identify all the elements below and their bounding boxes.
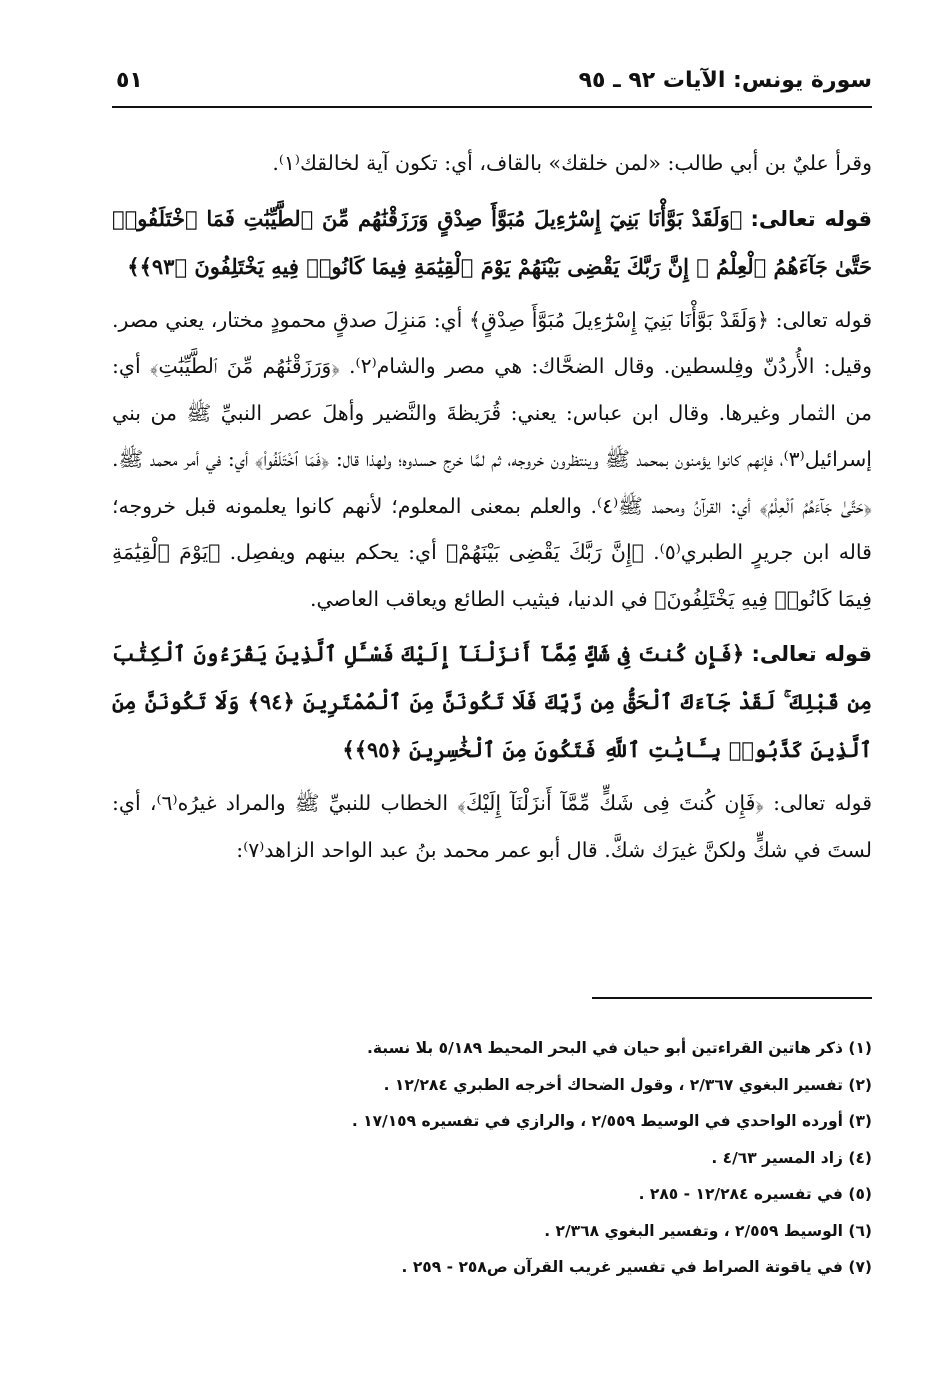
page-number: ٥١ <box>116 68 143 93</box>
verse-text: ﴿فَإِن كُنتَ فِى شَكٍّ مِّمَّآ أَنزَلْنَآ إِلَيْكَ فَسْـَٔلِ ٱلَّذِينَ يَقْرَءُونَ ٱلْكِتَٰبَ مِن قَبْلِكَ ۚ لَقَدْ جَآءَكَ ٱلْحَقُّ مِن رَّبِّكَ فَلَا تَكُونَنَّ مِنَ ٱلْمُمْتَرِينَ ﴿٩٤﴾ وَلَا تَكُونَنَّ مِنَ ٱلَّذِينَ كَذَّبُوا۟ بِـَٔايَٰتِ ٱللَّهِ فَتَكُونَ مِنَ ٱلْخَٰسِرِينَ ﴿٩٥﴾﴾ <box>112 641 873 762</box>
running-header <box>112 60 872 108</box>
footnote-separator <box>592 997 872 999</box>
footnote: (٤) زاد المسير ٤/٦٣ . <box>711 1148 872 1167</box>
verse-text: ﴿وَلَقَدْ بَوَّأْنَا بَنِيٓ إِسْرَٰٓءِيلَ مُبَوَّأَ صِدْقٍ وَرَزَقْنَٰهُم مِّنَ ٱلطَّيِّبَٰتِ فَمَا ٱخْتَلَفُوا۟ حَتَّىٰ جَآءَهُمُ ٱلْعِلْمُ ۚ إِنَّ رَبَّكَ يَقْضِى بَيْنَهُمْ يَوْمَ ٱلْقِيَٰمَةِ فِيمَا كَانُوا۟ فِيهِ يَخْتَلِفُونَ ﴿٩٣﴾﴾ <box>112 205 872 279</box>
footnote: (٢) تفسير البغوي ٢/٣٦٧ ، وقول الضحاك أخرجه الطبري ١٢/٢٨٤ . <box>383 1075 872 1094</box>
paragraph-commentary-94: قوله تعالى: ﴿فَإِن كُنتَ فِى شَكٍّ مِّمَّآ أَنزَلْنَآ إِلَيْكَ﴾ الخطاب للنبيِّ ﷺ والمراد غيرُه⁽٦⁾، أي: لستَ في شكٍّ ولكنَّ غيرَك شكَّ. قال أبو عمر محمد بنُ عبد الواحد الزاهد⁽٧⁾: <box>112 791 872 862</box>
paragraph-reading: وقرأ عليٌ بن أبي طالب: «لمن خلقك» بالقاف، أي: تكون آية لخالقك⁽١⁾. <box>272 151 872 175</box>
verse-block-94-95 <box>112 630 872 774</box>
verse-lead: قوله تعالى: <box>750 206 872 231</box>
footnote: (١) ذكر هاتين القراءتين أبو حيان في البحر المحيط ٥/١٨٩ بلا نسبة. <box>367 1039 872 1057</box>
footnotes <box>112 1034 872 1290</box>
footnote: (٦) الوسيط ٢/٥٥٩ ، وتفسير البغوي ٢/٣٦٨ . <box>544 1221 872 1240</box>
header-title: سورة يونس: الآيات ٩٢ ـ ٩٥ <box>578 68 872 93</box>
main-text <box>112 140 872 873</box>
verse-lead: قوله تعالى: <box>751 642 872 666</box>
footnote: (٣) أورده الواحدي في الوسيط ٢/٥٥٩ ، والرازي في تفسيره ١٧/١٥٩ . <box>351 1112 872 1130</box>
footnote: (٥) في تفسيره ١٢/٢٨٤ - ٢٨٥ . <box>638 1185 872 1203</box>
verse-block-93 <box>112 195 872 291</box>
paragraph-commentary-93: قوله تعالى: ﴿وَلَقَدْ بَوَّأْنَا بَنِيٓ إِسْرَٰٓءِيلَ مُبَوَّأَ صِدْقٍ﴾ أي: مَنزِلَ صدقٍ محمودٍ مختار، يعني مصر. وقيل: الأُردُنّ وفِلسطين. وقال الضحَّاك: هي مصر والشام⁽٢⁾. ﴿وَرَزَقْنَٰهُم مِّنَ ٱلطَّيِّبَٰتِ﴾ أي: من الثمار وغيرها. وقال ابن عباس: يعني: قُرَيظةَ والنَّضير وأهلَ عصر النبيِّ ﷺ من بني إسرائيل⁽٣⁾، فإنهم كانوا يؤمنون بمحمد ﷺ وينتظرون خروجه، ثم لمَّا خرج حسدوه؛ ولهذا قال: ﴿فَمَا ٱخْتَلَفُوا۟﴾ أي: في أمر محمد ﷺ. ﴿حَتَّىٰ جَآءَهُمُ ٱلْعِلْمُ﴾ أي: القرآنُ ومحمد ﷺ⁽٤⁾. والعلم بمعنى المعلوم؛ لأنهم كانوا يعلمونه قبل خروجه؛ قاله ابن جريرٍ الطبري⁽٥⁾. ﴿إِنَّ رَبَّكَ يَقْضِى بَيْنَهُمْ﴾ أي: يحكم بينهم ويفصِل. ﴿يَوْمَ ٱلْقِيَٰمَةِ فِيمَا كَانُوا۟ فِيهِ يَخْتَلِفُونَ﴾ في الدنيا، فيثيب الطائع ويعاقب العاصي. <box>112 307 872 611</box>
footnote: (٧) في ياقوتة الصراط في تفسير غريب القرآن ص٢٥٨ - ٢٥٩ . <box>401 1258 872 1276</box>
